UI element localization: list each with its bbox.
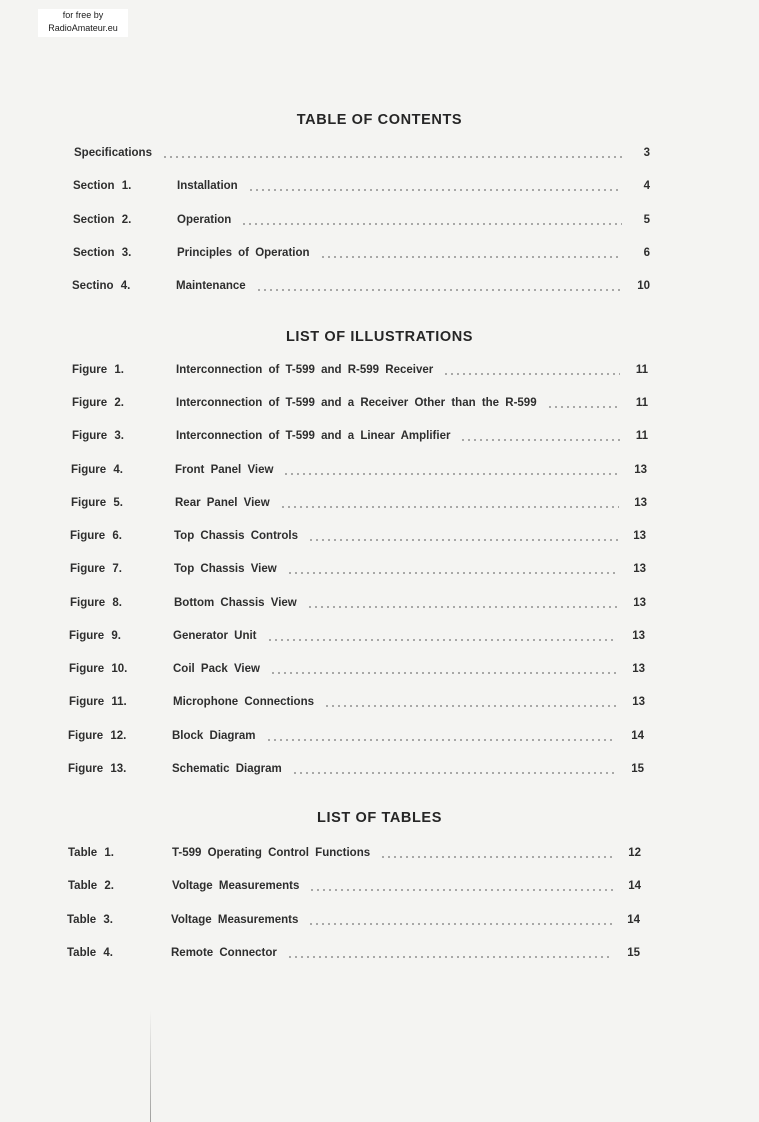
entry-title: Principles of Operation bbox=[177, 247, 310, 259]
dot-leader bbox=[283, 473, 619, 475]
page-number: 13 bbox=[632, 696, 645, 708]
page-number: 4 bbox=[643, 180, 650, 192]
contents-row bbox=[72, 277, 650, 295]
entry-label: Table 1. bbox=[68, 847, 114, 859]
illustration-row bbox=[72, 361, 648, 379]
illustration-row bbox=[72, 394, 648, 412]
entry-title: Voltage Measurements bbox=[172, 880, 300, 892]
contents-row bbox=[74, 144, 650, 162]
dot-leader bbox=[308, 923, 612, 925]
entry-title: Coil Pack View bbox=[173, 663, 260, 675]
dot-leader bbox=[162, 156, 622, 158]
page-number: 15 bbox=[627, 947, 640, 959]
page-number: 6 bbox=[643, 247, 650, 259]
contents-heading: TABLE OF CONTENTS bbox=[296, 112, 463, 128]
illustration-row bbox=[72, 427, 648, 445]
entry-title: Voltage Measurements bbox=[171, 914, 299, 926]
page-number: 14 bbox=[628, 880, 641, 892]
entry-title: Block Diagram bbox=[172, 730, 256, 742]
dot-leader bbox=[287, 572, 618, 574]
entry-label: Figure 8. bbox=[70, 597, 122, 609]
illustration-row bbox=[68, 727, 644, 745]
table-row bbox=[67, 911, 640, 929]
entry-label: Sectino 4. bbox=[72, 280, 131, 292]
entry-label: Figure 1. bbox=[72, 364, 124, 376]
table-row bbox=[68, 877, 641, 895]
illustration-row bbox=[69, 693, 645, 711]
page-number: 13 bbox=[633, 597, 646, 609]
entry-title: Installation bbox=[177, 180, 238, 192]
entry-label: Figure 5. bbox=[71, 497, 123, 509]
page-number: 11 bbox=[635, 430, 648, 442]
page-number: 13 bbox=[634, 464, 647, 476]
entry-label: Table 4. bbox=[67, 947, 113, 959]
dot-leader bbox=[309, 889, 613, 891]
dot-leader bbox=[267, 639, 617, 641]
contents-row bbox=[73, 211, 650, 229]
illustration-row bbox=[68, 760, 644, 778]
illustration-row bbox=[70, 594, 646, 612]
entry-label: Figure 6. bbox=[70, 530, 122, 542]
illustration-row bbox=[69, 660, 645, 678]
entry-label: Section 1. bbox=[73, 180, 132, 192]
dot-leader bbox=[280, 506, 619, 508]
watermark-line-2: RadioAmateur.eu bbox=[48, 23, 118, 33]
entry-title: Rear Panel View bbox=[175, 497, 270, 509]
dot-leader bbox=[443, 373, 620, 375]
entry-label: Specifications bbox=[74, 147, 152, 159]
illustration-row bbox=[71, 494, 647, 512]
page-number: 13 bbox=[632, 663, 645, 675]
entry-title: Interconnection of T-599 and a Linear Amplifier bbox=[176, 430, 451, 442]
page-number: 5 bbox=[643, 214, 650, 226]
dot-leader bbox=[547, 406, 620, 408]
entry-title: Front Panel View bbox=[175, 464, 274, 476]
table-row bbox=[67, 944, 640, 962]
dot-leader bbox=[324, 705, 617, 707]
watermark-line-1: for free by bbox=[62, 10, 104, 20]
page-number: 13 bbox=[633, 530, 646, 542]
illustration-row bbox=[70, 527, 646, 545]
entry-label: Figure 4. bbox=[71, 464, 123, 476]
illustrations-heading: LIST OF ILLUSTRATIONS bbox=[285, 329, 474, 345]
tables-heading: LIST OF TABLES bbox=[317, 810, 442, 826]
entry-label: Table 3. bbox=[67, 914, 113, 926]
dot-leader bbox=[380, 856, 613, 858]
scan-margin-line bbox=[150, 1010, 151, 1122]
entry-label: Figure 12. bbox=[68, 730, 127, 742]
dot-leader bbox=[292, 772, 616, 774]
entry-label: Figure 11. bbox=[69, 696, 127, 708]
entry-title: Microphone Connections bbox=[173, 696, 314, 708]
illustration-row bbox=[70, 560, 646, 578]
dot-leader bbox=[241, 223, 622, 225]
entry-label: Figure 7. bbox=[70, 563, 122, 575]
page-number: 10 bbox=[637, 280, 650, 292]
page-number: 13 bbox=[633, 563, 646, 575]
entry-title: Bottom Chassis View bbox=[174, 597, 297, 609]
entry-title: Interconnection of T-599 and a Receiver Other than the R-599 bbox=[176, 397, 537, 409]
dot-leader bbox=[460, 439, 620, 441]
entry-label: Figure 9. bbox=[69, 630, 121, 642]
page-number: 13 bbox=[632, 630, 645, 642]
dot-leader bbox=[320, 256, 622, 258]
entry-title: Maintenance bbox=[176, 280, 246, 292]
entry-label: Figure 3. bbox=[72, 430, 124, 442]
entry-label: Section 2. bbox=[73, 214, 132, 226]
dot-leader bbox=[308, 539, 618, 541]
entry-label: Figure 2. bbox=[72, 397, 124, 409]
entry-label: Table 2. bbox=[68, 880, 114, 892]
page-number: 11 bbox=[635, 397, 648, 409]
dot-leader bbox=[256, 289, 622, 291]
entry-title: Interconnection of T-599 and R-599 Receiver bbox=[176, 364, 434, 376]
entry-label: Figure 10. bbox=[69, 663, 128, 675]
watermark-stamp bbox=[38, 9, 128, 37]
page-number: 14 bbox=[627, 914, 640, 926]
entry-title: Remote Connector bbox=[171, 947, 277, 959]
dot-leader bbox=[307, 606, 618, 608]
page-number: 15 bbox=[631, 763, 644, 775]
illustration-row bbox=[71, 461, 647, 479]
entry-title: Schematic Diagram bbox=[172, 763, 282, 775]
dot-leader bbox=[266, 739, 616, 741]
entry-label: Section 3. bbox=[73, 247, 132, 259]
dot-leader bbox=[270, 672, 617, 674]
illustration-row bbox=[69, 627, 645, 645]
contents-row bbox=[73, 244, 650, 262]
page-number: 11 bbox=[635, 364, 648, 376]
entry-title: T-599 Operating Control Functions bbox=[172, 847, 371, 859]
page-number: 13 bbox=[634, 497, 647, 509]
entry-title: Operation bbox=[177, 214, 232, 226]
page-number: 14 bbox=[631, 730, 644, 742]
page-number: 12 bbox=[628, 847, 641, 859]
entry-title: Top Chassis Controls bbox=[174, 530, 298, 542]
entry-label: Figure 13. bbox=[68, 763, 127, 775]
entry-title: Generator Unit bbox=[173, 630, 257, 642]
entry-title: Top Chassis View bbox=[174, 563, 277, 575]
dot-leader bbox=[248, 189, 622, 191]
contents-row bbox=[73, 177, 650, 195]
dot-leader bbox=[287, 956, 612, 958]
table-row bbox=[68, 844, 641, 862]
page-number: 3 bbox=[643, 147, 650, 159]
